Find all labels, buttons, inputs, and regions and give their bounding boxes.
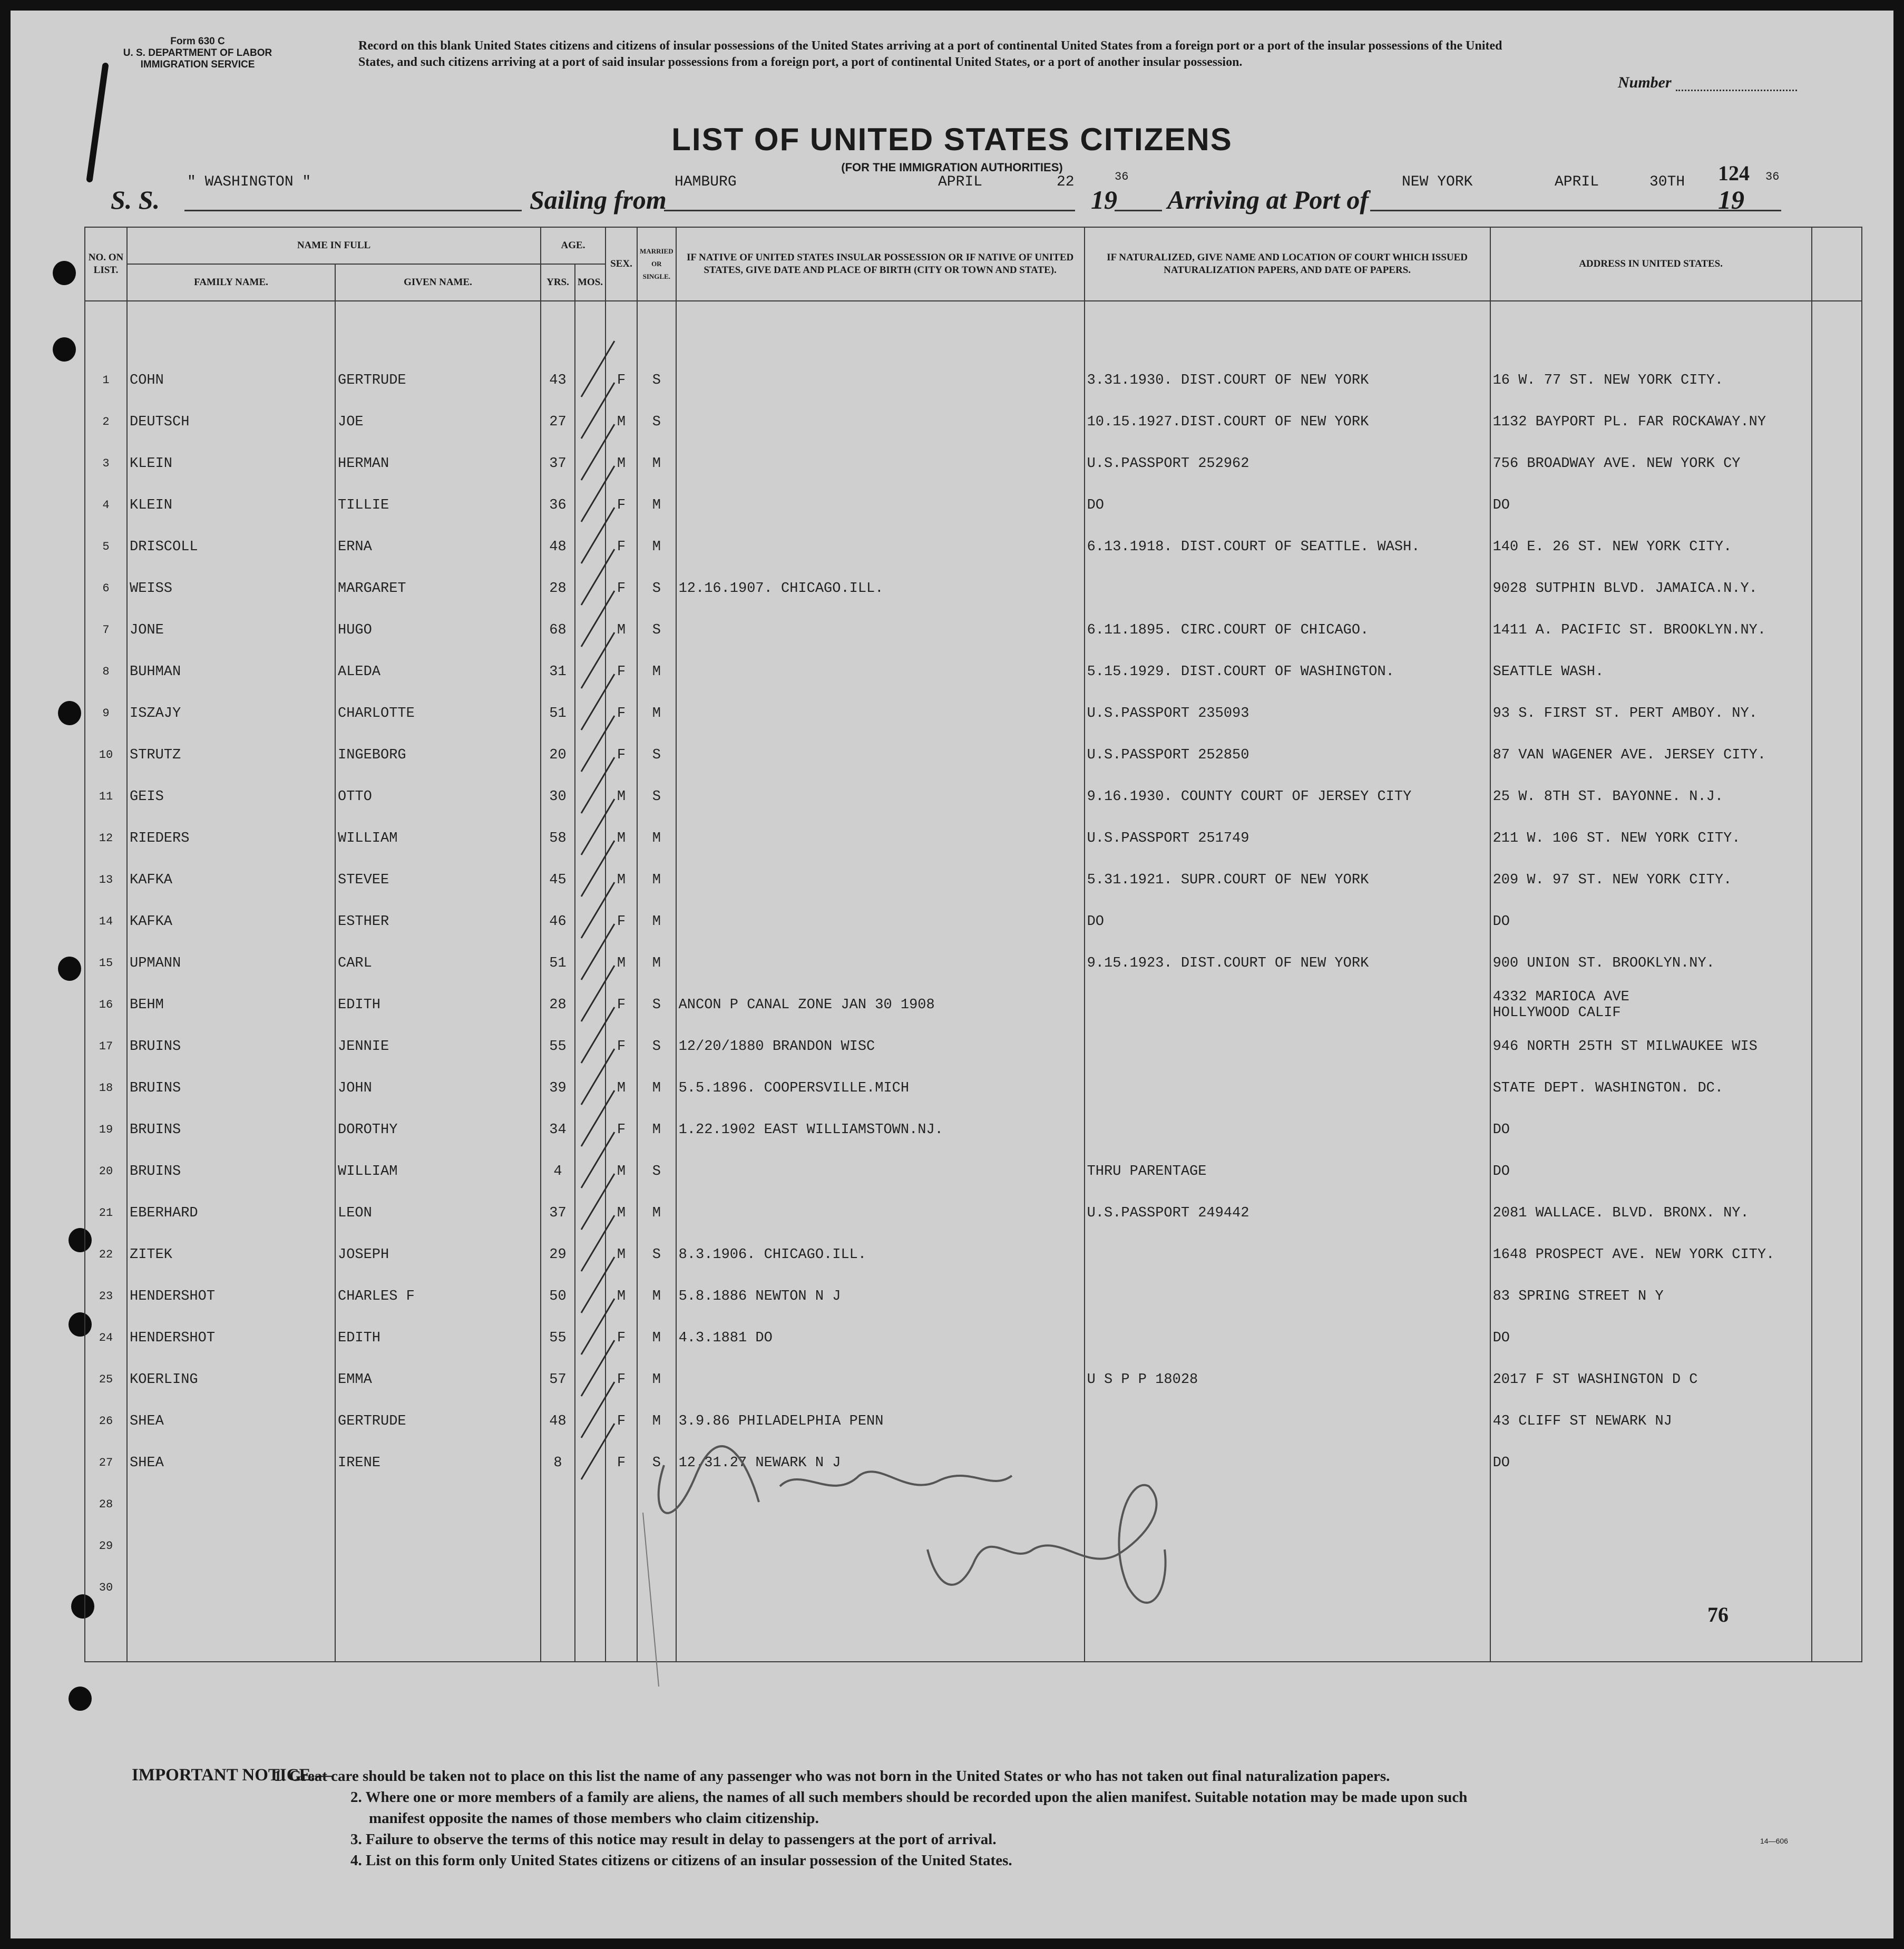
us-address: DO <box>1490 484 1812 526</box>
check-stroke <box>581 591 614 647</box>
sex: M <box>606 609 637 651</box>
family-name: COHN <box>127 359 335 401</box>
given-name: LEON <box>335 1192 541 1234</box>
sex: F <box>606 1026 637 1067</box>
family-name: RIEDERS <box>127 817 335 859</box>
naturalization-info: 3.31.1930. DIST.COURT OF NEW YORK <box>1085 359 1490 401</box>
sex: F <box>606 1317 637 1359</box>
marital-status: M <box>637 1317 676 1359</box>
us-address: 900 UNION ST. BROOKLYN.NY. <box>1490 942 1812 984</box>
check-stroke <box>581 1424 614 1479</box>
row-number: 7 <box>85 609 127 651</box>
sailing-day: 22 <box>1057 174 1075 190</box>
family-name: BRUINS <box>127 1109 335 1151</box>
sheet-mark: 124 <box>1718 161 1750 185</box>
age-years: 39 <box>541 1067 575 1109</box>
family-name: BRUINS <box>127 1067 335 1109</box>
given-name: IRENE <box>335 1442 541 1484</box>
given-name: JOE <box>335 401 541 443</box>
manifest-sheet <box>11 11 1893 1938</box>
given-name: CHARLES F <box>335 1275 541 1317</box>
age-years: 57 <box>541 1359 575 1400</box>
marital-status: S <box>637 776 676 817</box>
age-years: 48 <box>541 1400 575 1442</box>
check-stroke <box>581 383 614 438</box>
check-stroke <box>581 1049 614 1105</box>
marital-status: M <box>637 484 676 526</box>
col-naturalized: IF NATURALIZED, GIVE NAME AND LOCATION OF COURT WHICH ISSUED NATURALIZATION PAPERS, AND DATE OF PAPERS. <box>1085 227 1490 301</box>
col-mos: MOS. <box>575 264 606 301</box>
marital-status: M <box>637 1192 676 1234</box>
check-stroke <box>581 882 614 938</box>
age-years: 28 <box>541 568 575 609</box>
us-address: 140 E. 26 ST. NEW YORK CITY. <box>1490 526 1812 568</box>
family-name: JONE <box>127 609 335 651</box>
row-number: 14 <box>85 901 127 942</box>
naturalization-info: U.S.PASSPORT 251749 <box>1085 817 1490 859</box>
sex: M <box>606 1234 637 1275</box>
birth-info: 5.5.1896. COOPERSVILLE.MICH <box>676 1067 1085 1109</box>
row-number: 10 <box>85 734 127 776</box>
marital-status: M <box>637 693 676 734</box>
family-name: HENDERSHOT <box>127 1275 335 1317</box>
family-name: BUHMAN <box>127 651 335 693</box>
us-address: DO <box>1490 1109 1812 1151</box>
arrival-port: NEW YORK <box>1402 174 1473 190</box>
family-name: SHEA <box>127 1400 335 1442</box>
row-number: 26 <box>85 1400 127 1442</box>
family-name: UPMANN <box>127 942 335 984</box>
row-number: 22 <box>85 1234 127 1275</box>
marital-status: M <box>637 651 676 693</box>
marital-status: M <box>637 1109 676 1151</box>
sex: F <box>606 526 637 568</box>
check-stroke <box>581 716 614 772</box>
us-address: 1648 PROSPECT AVE. NEW YORK CITY. <box>1490 1234 1812 1275</box>
notice-label: IMPORTANT NOTICE.— <box>132 1766 333 1785</box>
check-stroke <box>581 924 614 980</box>
marital-status: M <box>637 1067 676 1109</box>
row-number: 11 <box>85 776 127 817</box>
family-name: ISZAJY <box>127 693 335 734</box>
us-address: 25 W. 8TH ST. BAYONNE. N.J. <box>1490 776 1812 817</box>
pencil-line <box>643 1513 659 1687</box>
row-number: 9 <box>85 693 127 734</box>
check-stroke <box>581 1382 614 1438</box>
check-stroke <box>581 1174 614 1230</box>
notice-item-1: 1. Great care should be taken not to place on this list the name of any passenger who was not born in the United States or who has not taken out final naturalization papers. <box>274 1768 1390 1785</box>
row-number: 25 <box>85 1359 127 1400</box>
sex: M <box>606 859 637 901</box>
col-family-name: FAMILY NAME. <box>127 264 335 301</box>
us-address: 43 CLIFF ST NEWARK NJ <box>1490 1400 1812 1442</box>
given-name: STEVEE <box>335 859 541 901</box>
us-address: 2017 F ST WASHINGTON D C <box>1490 1359 1812 1400</box>
marital-status: M <box>637 942 676 984</box>
check-stroke <box>581 966 614 1021</box>
marital-status: S <box>637 568 676 609</box>
arrival-year-prefix: 19 <box>1718 185 1744 215</box>
marital-status: M <box>637 817 676 859</box>
given-name: EDITH <box>335 1317 541 1359</box>
age-years: 36 <box>541 484 575 526</box>
family-name: SHEA <box>127 1442 335 1484</box>
family-name: KOERLING <box>127 1359 335 1400</box>
arrival-month: APRIL <box>1555 174 1599 190</box>
given-name: GERTRUDE <box>335 359 541 401</box>
sex: M <box>606 817 637 859</box>
marital-status: S <box>637 1234 676 1275</box>
sex: M <box>606 401 637 443</box>
row-number: 20 <box>85 1151 127 1192</box>
age-years: 50 <box>541 1275 575 1317</box>
sex: F <box>606 568 637 609</box>
marital-status: M <box>637 859 676 901</box>
family-name: KAFKA <box>127 901 335 942</box>
check-stroke <box>581 1090 614 1146</box>
form-number: Form 630 C <box>170 36 225 47</box>
notice-item-4: 4. List on this form only United States citizens or citizens of an insular possession of the United States. <box>350 1852 1012 1869</box>
birth-info: 1.22.1902 EAST WILLIAMSTOWN.NJ. <box>676 1109 1085 1151</box>
given-name: JOHN <box>335 1067 541 1109</box>
given-name: HUGO <box>335 609 541 651</box>
naturalization-info: THRU PARENTAGE <box>1085 1151 1490 1192</box>
family-name: WEISS <box>127 568 335 609</box>
age-years: 68 <box>541 609 575 651</box>
row-number: 19 <box>85 1109 127 1151</box>
naturalization-info: 9.16.1930. COUNTY COURT OF JERSEY CITY <box>1085 776 1490 817</box>
marital-status: M <box>637 443 676 484</box>
family-name: GEIS <box>127 776 335 817</box>
family-name: KAFKA <box>127 859 335 901</box>
sailing-year-prefix: 19 <box>1091 185 1117 215</box>
col-no: NO. ON LIST. <box>85 227 127 301</box>
row-number: 5 <box>85 526 127 568</box>
sex: M <box>606 1067 637 1109</box>
us-address: DO <box>1490 901 1812 942</box>
birth-info: 3.9.86 PHILADELPHIA PENN <box>676 1400 1085 1442</box>
age-years: 37 <box>541 1192 575 1234</box>
age-years: 4 <box>541 1151 575 1192</box>
naturalization-info: 10.15.1927.DIST.COURT OF NEW YORK <box>1085 401 1490 443</box>
us-address: 16 W. 77 ST. NEW YORK CITY. <box>1490 359 1812 401</box>
us-address: DO <box>1490 1317 1812 1359</box>
marital-status: M <box>637 526 676 568</box>
us-address: 946 NORTH 25TH ST MILWAUKEE WIS <box>1490 1026 1812 1067</box>
marital-status: M <box>637 1400 676 1442</box>
naturalization-info: 5.31.1921. SUPR.COURT OF NEW YORK <box>1085 859 1490 901</box>
us-address: STATE DEPT. WASHINGTON. DC. <box>1490 1067 1812 1109</box>
check-stroke <box>581 549 614 605</box>
us-address: 211 W. 106 ST. NEW YORK CITY. <box>1490 817 1812 859</box>
check-stroke <box>581 341 614 397</box>
row-number: 30 <box>85 1567 127 1609</box>
given-name: HERMAN <box>335 443 541 484</box>
given-name: WILLIAM <box>335 1151 541 1192</box>
given-name: EDITH <box>335 984 541 1026</box>
age-years: 29 <box>541 1234 575 1275</box>
row-number: 17 <box>85 1026 127 1067</box>
marital-status: S <box>637 734 676 776</box>
sex: F <box>606 359 637 401</box>
marital-status: M <box>637 1359 676 1400</box>
given-name: INGEBORG <box>335 734 541 776</box>
family-name: KLEIN <box>127 443 335 484</box>
check-stroke <box>581 632 614 688</box>
sex: F <box>606 693 637 734</box>
arrival-day: 30TH <box>1649 174 1685 190</box>
age-years: 55 <box>541 1026 575 1067</box>
given-name: OTTO <box>335 776 541 817</box>
check-stroke <box>581 1007 614 1063</box>
family-name: ZITEK <box>127 1234 335 1275</box>
naturalization-info: U.S.PASSPORT 249442 <box>1085 1192 1490 1234</box>
form-instructions: Record on this blank United States citizens and citizens of insular possessions of the United States arriving at a port of continental United States from a foreign port or a port of the insular possessions of the United States, and such citizens arriving at a port of said insular possessions from a foreign port, a port of continental United States, or a port of another insular possession. <box>358 39 1502 69</box>
age-years: 45 <box>541 859 575 901</box>
us-address: SEATTLE WASH. <box>1490 651 1812 693</box>
check-stroke <box>581 1257 614 1313</box>
birth-info: ANCON P CANAL ZONE JAN 30 1908 <box>676 984 1085 1026</box>
family-name: BRUINS <box>127 1151 335 1192</box>
row-number: 1 <box>85 359 127 401</box>
us-address: 93 S. FIRST ST. PERT AMBOY. NY. <box>1490 693 1812 734</box>
age-years: 51 <box>541 693 575 734</box>
check-stroke <box>581 1299 614 1354</box>
naturalization-info: U S P P 18028 <box>1085 1359 1490 1400</box>
row-number: 2 <box>85 401 127 443</box>
naturalization-info: DO <box>1085 484 1490 526</box>
official-signature <box>659 1446 1166 1603</box>
age-years: 37 <box>541 443 575 484</box>
given-name: MARGARET <box>335 568 541 609</box>
col-marital: MARRIED OR SINGLE. <box>637 227 676 301</box>
check-stroke <box>581 1215 614 1271</box>
row-number: 24 <box>85 1317 127 1359</box>
row-number: 15 <box>85 942 127 984</box>
check-stroke <box>581 757 614 813</box>
given-name: ALEDA <box>335 651 541 693</box>
us-address: 87 VAN WAGENER AVE. JERSEY CITY. <box>1490 734 1812 776</box>
marital-status: S <box>637 1151 676 1192</box>
check-stroke <box>581 424 614 480</box>
family-name: HENDERSHOT <box>127 1317 335 1359</box>
given-name: DOROTHY <box>335 1109 541 1151</box>
naturalization-info: U.S.PASSPORT 252850 <box>1085 734 1490 776</box>
notice-item-3: 3. Failure to observe the terms of this notice may result in delay to passengers at the port of arrival. <box>350 1831 997 1848</box>
age-years: 31 <box>541 651 575 693</box>
family-name: DEUTSCH <box>127 401 335 443</box>
page-number: 76 <box>1707 1603 1729 1626</box>
check-stroke <box>581 799 614 855</box>
us-address: 1411 A. PACIFIC ST. BROOKLYN.NY. <box>1490 609 1812 651</box>
birth-info: 12/20/1880 BRANDON WISC <box>676 1026 1085 1067</box>
given-name: TILLIE <box>335 484 541 526</box>
age-years: 55 <box>541 1317 575 1359</box>
sex: F <box>606 1442 637 1484</box>
notice-item-2: 2. Where one or more members of a family are aliens, the names of all such members should be recorded upon the alien manifest. Suitable notation may be made upon such <box>350 1789 1468 1806</box>
arrival-year: 36 <box>1765 170 1780 183</box>
row-number: 3 <box>85 443 127 484</box>
family-name: BRUINS <box>127 1026 335 1067</box>
sex: F <box>606 484 637 526</box>
sex: M <box>606 1151 637 1192</box>
given-name: CHARLOTTE <box>335 693 541 734</box>
col-given-name: GIVEN NAME. <box>335 264 541 301</box>
ss-label: S. S. <box>111 185 160 215</box>
check-stroke <box>581 1340 614 1396</box>
us-address: 756 BROADWAY AVE. NEW YORK CY <box>1490 443 1812 484</box>
sailing-month: APRIL <box>938 174 983 190</box>
row-number: 12 <box>85 817 127 859</box>
us-address: 209 W. 97 ST. NEW YORK CITY. <box>1490 859 1812 901</box>
family-name: BEHM <box>127 984 335 1026</box>
row-number: 28 <box>85 1484 127 1525</box>
row-number: 21 <box>85 1192 127 1234</box>
form-code: 14—606 <box>1760 1837 1788 1845</box>
sex: F <box>606 1359 637 1400</box>
age-years: 20 <box>541 734 575 776</box>
col-sex: SEX. <box>606 227 637 301</box>
naturalization-info: DO <box>1085 901 1490 942</box>
sex: F <box>606 901 637 942</box>
col-birth: IF NATIVE OF UNITED STATES INSULAR POSSESSION OR IF NATIVE OF UNITED STATES, GIVE DATE AND PLACE OF BIRTH (CITY OR TOWN AND STATE). <box>676 227 1085 301</box>
row-number: 13 <box>85 859 127 901</box>
age-years: 51 <box>541 942 575 984</box>
given-name: GERTRUDE <box>335 1400 541 1442</box>
check-stroke <box>581 841 614 896</box>
row-number: 4 <box>85 484 127 526</box>
us-address: DO <box>1490 1442 1812 1484</box>
birth-info: 12.31.27 NEWARK N J <box>676 1442 1085 1484</box>
age-years: 43 <box>541 359 575 401</box>
family-name: DRISCOLL <box>127 526 335 568</box>
marital-status: S <box>637 1442 676 1484</box>
row-number: 16 <box>85 984 127 1026</box>
col-yrs: YRS. <box>541 264 575 301</box>
sailing-port: HAMBURG <box>675 174 737 190</box>
birth-info: 4.3.1881 DO <box>676 1317 1085 1359</box>
col-address: ADDRESS IN UNITED STATES. <box>1490 227 1812 301</box>
birth-info: 5.8.1886 NEWTON N J <box>676 1275 1085 1317</box>
sex: M <box>606 1275 637 1317</box>
sex: F <box>606 1400 637 1442</box>
check-stroke <box>581 466 614 522</box>
row-number: 23 <box>85 1275 127 1317</box>
given-name: JENNIE <box>335 1026 541 1067</box>
row-number: 18 <box>85 1067 127 1109</box>
document-title: LIST OF UNITED STATES CITIZENS <box>671 122 1233 157</box>
naturalization-info: 9.15.1923. DIST.COURT OF NEW YORK <box>1085 942 1490 984</box>
sex: M <box>606 1192 637 1234</box>
marital-status: M <box>637 901 676 942</box>
sex: F <box>606 1109 637 1151</box>
marital-status: S <box>637 1026 676 1067</box>
col-name-in-full: NAME IN FULL <box>127 227 541 264</box>
document-subtitle: (FOR THE IMMIGRATION AUTHORITIES) <box>841 161 1063 174</box>
row-number: 6 <box>85 568 127 609</box>
marital-status: S <box>637 401 676 443</box>
sex: M <box>606 776 637 817</box>
service-name: IMMIGRATION SERVICE <box>140 59 255 70</box>
check-stroke <box>581 674 614 730</box>
us-address: 1132 BAYPORT PL. FAR ROCKAWAY.NY <box>1490 401 1812 443</box>
given-name: CARL <box>335 942 541 984</box>
row-number: 27 <box>85 1442 127 1484</box>
given-name: ESTHER <box>335 901 541 942</box>
department-name: U. S. DEPARTMENT OF LABOR <box>123 47 272 59</box>
naturalization-info: 6.13.1918. DIST.COURT OF SEATTLE. WASH. <box>1085 526 1490 568</box>
ship-name: " WASHINGTON " <box>187 174 311 190</box>
family-name: STRUTZ <box>127 734 335 776</box>
arriving-label: Arriving at Port of <box>1167 185 1369 215</box>
family-name: EBERHARD <box>127 1192 335 1234</box>
notice-item-2-cont: manifest opposite the names of those members who claim citizenship. <box>369 1810 819 1827</box>
age-years: 46 <box>541 901 575 942</box>
birth-info: 8.3.1906. CHICAGO.ILL. <box>676 1234 1085 1275</box>
us-address: 2081 WALLACE. BLVD. BRONX. NY. <box>1490 1192 1812 1234</box>
check-stroke <box>581 1132 614 1188</box>
marital-status: M <box>637 1275 676 1317</box>
given-name: ERNA <box>335 526 541 568</box>
sex: F <box>606 734 637 776</box>
sex: M <box>606 443 637 484</box>
age-years: 58 <box>541 817 575 859</box>
us-address: 83 SPRING STREET N Y <box>1490 1275 1812 1317</box>
age-years: 34 <box>541 1109 575 1151</box>
naturalization-info: 6.11.1895. CIRC.COURT OF CHICAGO. <box>1085 609 1490 651</box>
number-label: Number <box>1618 74 1672 91</box>
marital-status: S <box>637 984 676 1026</box>
age-years: 30 <box>541 776 575 817</box>
given-name: JOSEPH <box>335 1234 541 1275</box>
check-stroke <box>581 508 614 563</box>
naturalization-info: U.S.PASSPORT 235093 <box>1085 693 1490 734</box>
handwritten-annotations <box>11 11 1893 1802</box>
us-address: 4332 MARIOCA AVE HOLLYWOOD CALIF <box>1490 984 1812 1026</box>
us-address: DO <box>1490 1151 1812 1192</box>
age-years: 48 <box>541 526 575 568</box>
col-age: AGE. <box>541 227 606 264</box>
family-name: KLEIN <box>127 484 335 526</box>
sex: F <box>606 651 637 693</box>
given-name: WILLIAM <box>335 817 541 859</box>
given-name: EMMA <box>335 1359 541 1400</box>
row-number: 8 <box>85 651 127 693</box>
birth-info: 12.16.1907. CHICAGO.ILL. <box>676 568 1085 609</box>
row-number: 29 <box>85 1525 127 1567</box>
naturalization-info: U.S.PASSPORT 252962 <box>1085 443 1490 484</box>
naturalization-info: 5.15.1929. DIST.COURT OF WASHINGTON. <box>1085 651 1490 693</box>
sex: M <box>606 942 637 984</box>
sailing-year: 36 <box>1115 170 1129 183</box>
sailing-from-label: Sailing from <box>530 185 667 215</box>
age-years: 28 <box>541 984 575 1026</box>
age-years: 8 <box>541 1442 575 1484</box>
marital-status: S <box>637 359 676 401</box>
us-address: 9028 SUTPHIN BLVD. JAMAICA.N.Y. <box>1490 568 1812 609</box>
age-years: 27 <box>541 401 575 443</box>
sex: F <box>606 984 637 1026</box>
marital-status: S <box>637 609 676 651</box>
